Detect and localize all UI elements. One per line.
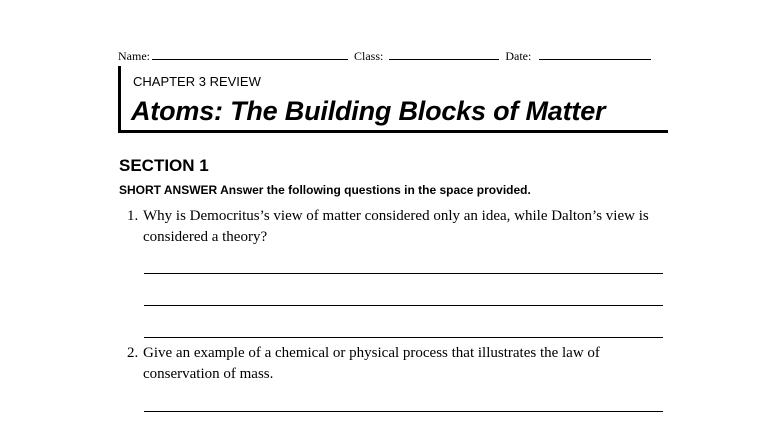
name-field[interactable] <box>152 47 348 60</box>
answer-line[interactable] <box>144 305 663 306</box>
question-1 <box>127 206 667 248</box>
date-field[interactable] <box>539 47 651 60</box>
question-number: 1. <box>127 208 139 224</box>
answer-line[interactable] <box>144 273 663 274</box>
chapter-label: CHAPTER 3 REVIEW <box>133 74 261 89</box>
section-instructions: SHORT ANSWER Answer the following questions in the space provided. <box>119 183 531 197</box>
question-text: Why is Democritus’s view of matter considered only an idea, while Dalton’s view is considered a theory? <box>143 208 649 245</box>
answer-line[interactable] <box>144 337 663 338</box>
section-heading: SECTION 1 <box>119 156 209 175</box>
question-number: 2. <box>127 345 139 361</box>
date-label: Date: <box>505 49 532 63</box>
question-text: Give an example of a chemical or physical process that illustrates the law of conservation of mass. <box>143 345 600 382</box>
chapter-title: Atoms: The Building Blocks of Matter <box>131 96 606 126</box>
class-field[interactable] <box>389 47 499 60</box>
name-label: Name: <box>118 49 150 63</box>
question-2 <box>127 343 667 385</box>
student-info-line <box>118 47 651 64</box>
chapter-title-block <box>118 66 668 133</box>
answer-line[interactable] <box>144 411 663 412</box>
class-label: Class: <box>354 49 384 63</box>
